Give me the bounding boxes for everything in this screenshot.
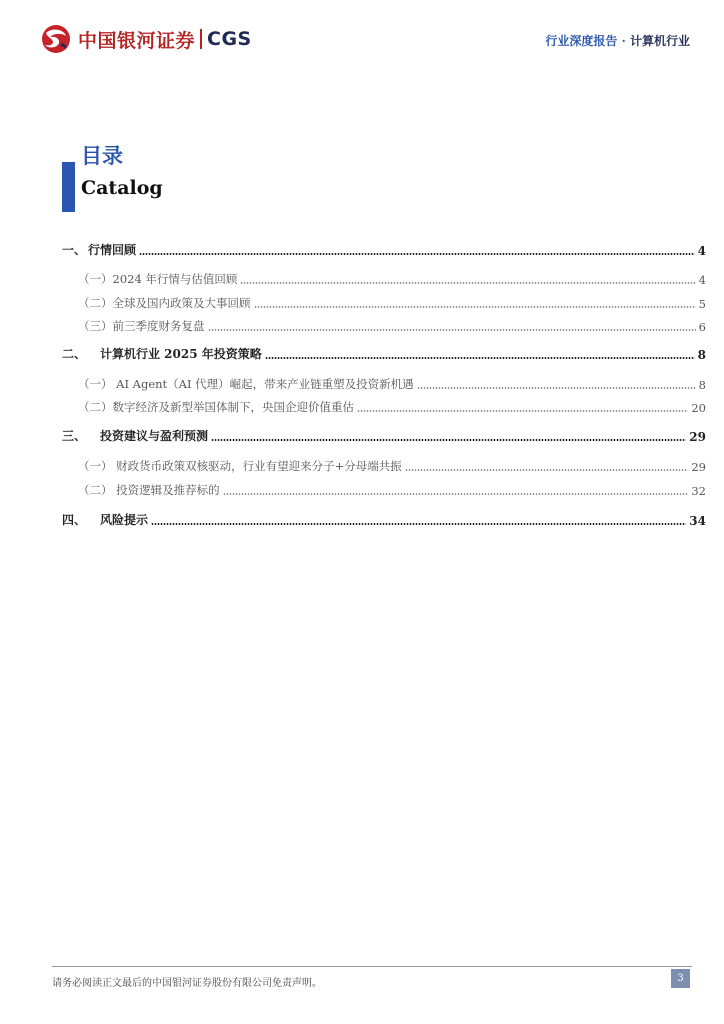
toc-entry-title: 投资建议与盈利预测: [100, 429, 209, 443]
footer-disclaimer: 请务必阅读正文最后的中国银河证券股份有限公司免责声明。: [52, 978, 322, 989]
toc-entry-page: 32: [691, 484, 706, 498]
toc-entry-title: 行情回顾: [88, 243, 137, 257]
catalog-title-cn: 目录: [81, 143, 123, 168]
toc-entry[interactable]: [62, 240, 706, 258]
footer-divider: [52, 966, 692, 967]
toc-leader-dots: [223, 493, 689, 495]
toc-entry[interactable]: [78, 397, 706, 415]
toc-entry-page: 4: [698, 273, 706, 287]
toc-entry-number: 三、: [62, 429, 87, 443]
toc-entry-page: 29: [691, 460, 706, 474]
report-category: [545, 32, 690, 49]
company-logo: [40, 24, 252, 54]
toc-entry[interactable]: [78, 456, 706, 474]
toc-entry[interactable]: [78, 480, 706, 498]
catalog-accent-bar: [62, 162, 75, 212]
toc-leader-dots: [417, 387, 696, 389]
toc-entry[interactable]: [78, 374, 706, 392]
page-header: [0, 0, 724, 60]
toc-entry-title: 风险提示: [100, 513, 149, 527]
header-separator: ·: [621, 34, 626, 48]
page-number: 3: [671, 969, 690, 988]
logo-chinese-text: 中国银河证券: [78, 29, 196, 52]
toc-entry-title: （一） AI Agent（AI 代理）崛起，带来产业链重塑及投资新机遇: [78, 377, 414, 391]
toc-entry-title: （二）数字经济及新型举国体制下，央国企迎价值重估: [78, 400, 354, 414]
toc-leader-dots: [151, 523, 686, 525]
logo-english-text: CGS: [207, 28, 252, 50]
toc-leader-dots: [208, 329, 696, 331]
toc-entry-page: 5: [698, 297, 706, 311]
toc-entry-page: 20: [691, 401, 706, 415]
toc-leader-dots: [211, 439, 686, 441]
toc-entry-page: 29: [689, 430, 706, 444]
toc-entry-number: 二、: [62, 347, 87, 361]
industry-name: 计算机行业: [629, 34, 690, 48]
toc-entry-title: （二）全球及国内政策及大事回顾: [78, 296, 251, 310]
toc-entry-number: 四、: [62, 513, 87, 527]
toc-leader-dots: [405, 469, 689, 471]
toc-entry-page: 8: [697, 348, 706, 362]
toc-entry-title: （一）2024 年行情与估值回顾: [78, 272, 238, 286]
toc-entry[interactable]: [62, 426, 706, 444]
toc-entry-title: （一） 财政货币政策双核驱动，行业有望迎来分子+分母端共振: [78, 459, 402, 473]
toc-leader-dots: [265, 357, 695, 359]
toc-entry-page: 34: [689, 514, 706, 528]
toc-entry[interactable]: [62, 344, 706, 362]
catalog-title-en: Catalog: [81, 177, 163, 199]
toc-leader-dots: [357, 410, 688, 412]
toc-leader-dots: [139, 253, 695, 255]
toc-entry-page: 8: [698, 378, 706, 392]
report-type: 行业深度报告: [545, 34, 618, 48]
toc-leader-dots: [254, 306, 696, 308]
toc-entry[interactable]: [78, 293, 706, 311]
toc-entry[interactable]: [62, 510, 706, 528]
toc-entry-title: （二） 投资逻辑及推荐标的: [78, 483, 220, 497]
toc-entry[interactable]: [78, 269, 706, 287]
cgs-logo-icon: [40, 24, 72, 54]
toc-entry[interactable]: [78, 316, 706, 334]
toc-entry-title: 计算机行业 2025 年投资策略: [100, 347, 262, 361]
logo-divider: [200, 29, 202, 49]
toc-entry-number: 一、: [62, 243, 87, 257]
toc-entry-page: 4: [697, 244, 706, 258]
toc-entry-page: 6: [698, 320, 706, 334]
toc-leader-dots: [240, 282, 695, 284]
toc-entry-title: （三）前三季度财务复盘: [78, 319, 205, 333]
